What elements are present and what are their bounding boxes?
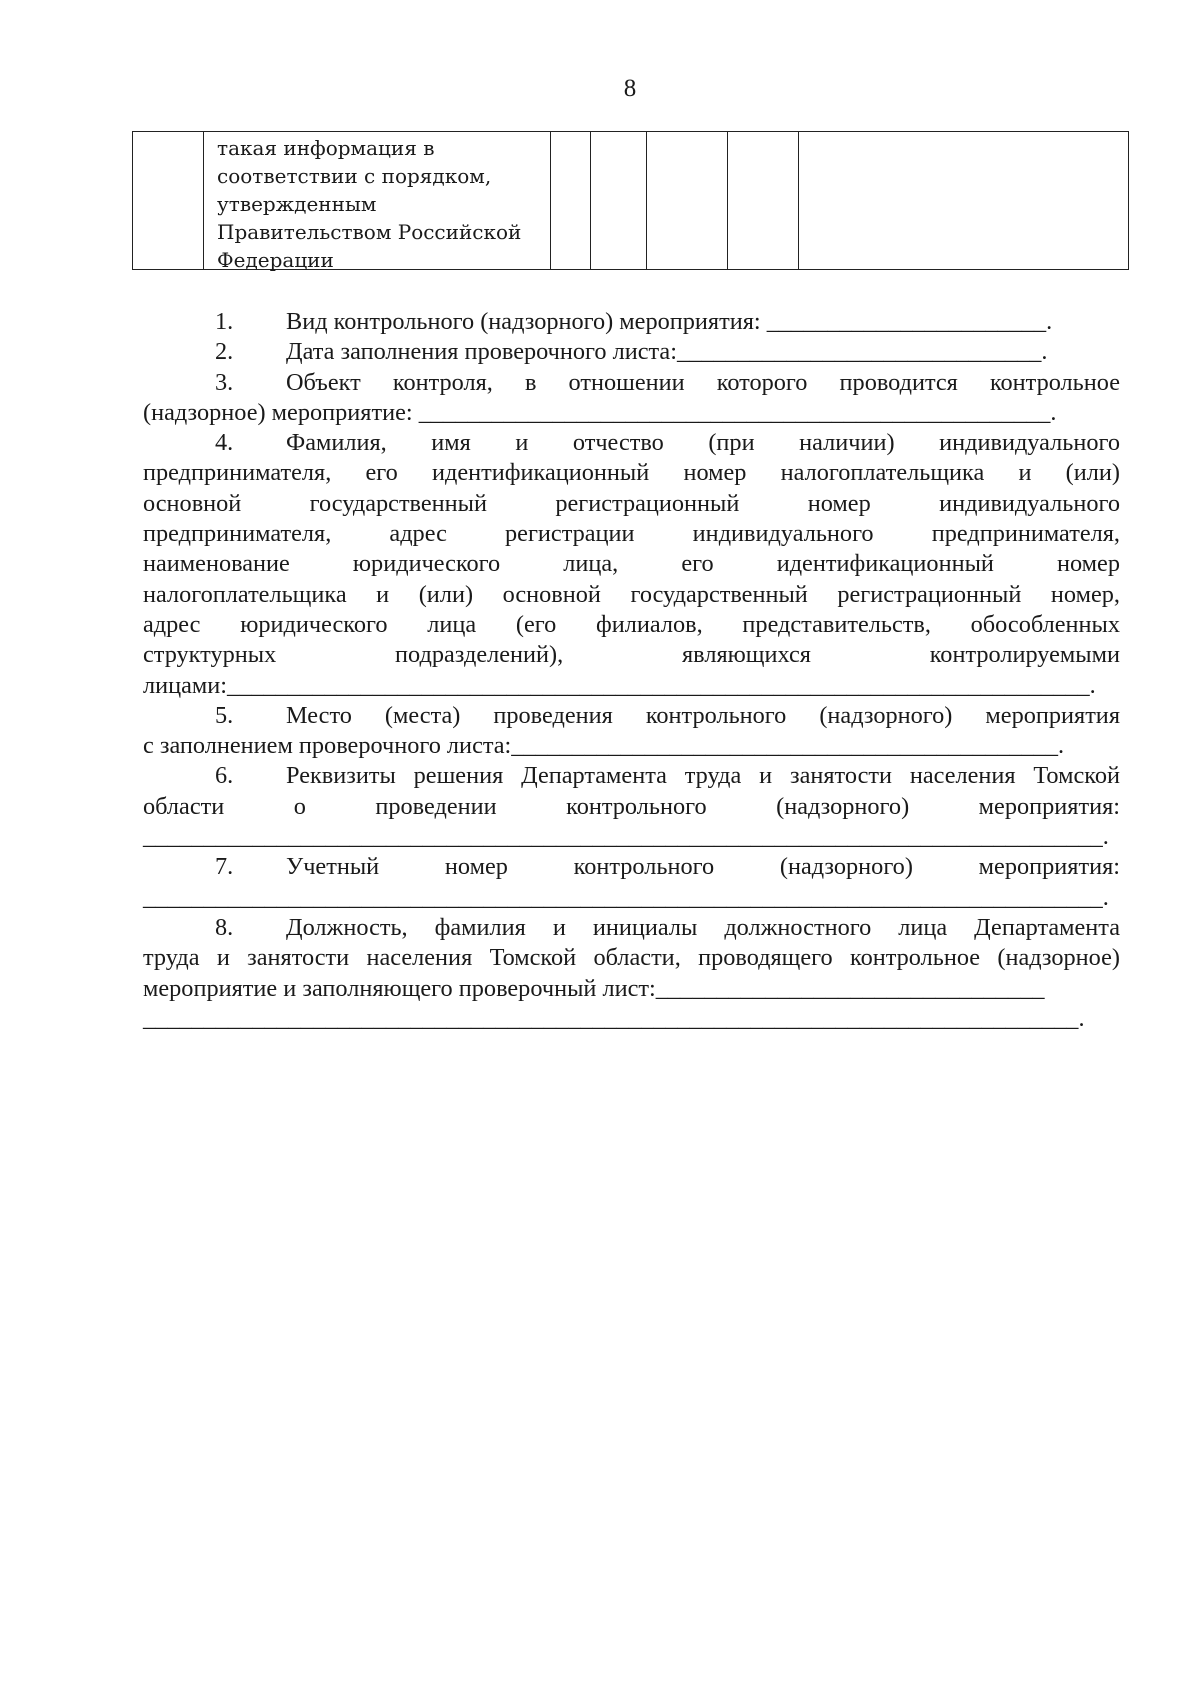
item-2 bbox=[143, 337, 1120, 367]
item-1 bbox=[143, 307, 1120, 337]
item-label: предпринимателя, его идентификационный номер налогоплательщика и (или) bbox=[143, 459, 1120, 487]
item-label: Вид контрольного (надзорного) мероприятия: bbox=[286, 308, 767, 335]
fill-in-blank[interactable]: _______________________________________________________________________________ bbox=[143, 823, 1103, 851]
item-label: налогоплательщика и (или) основной государственный регистрационный номер, bbox=[143, 580, 1120, 608]
cell-text-line: Федерации bbox=[217, 248, 334, 272]
cell-text-line: Правительством Российской bbox=[217, 220, 522, 244]
period: . bbox=[1041, 338, 1048, 366]
item-label: Должность, фамилия и инициалы должностного лица Департамента bbox=[286, 913, 1120, 941]
period: . bbox=[1102, 883, 1109, 911]
item-label: Место (места) проведения контрольного (надзорного) мероприятия bbox=[286, 701, 1120, 729]
fill-in-blank[interactable]: ______________________________ bbox=[676, 338, 1042, 366]
fill-in-blank[interactable]: _______________________ bbox=[766, 308, 1047, 335]
item-number: 3. bbox=[215, 368, 234, 396]
cell-text-line: утвержденным bbox=[217, 192, 377, 216]
item-number: 5. bbox=[215, 701, 234, 729]
table-cell-answer bbox=[591, 132, 647, 270]
form-fields bbox=[143, 307, 1120, 1034]
item-number: 7. bbox=[215, 853, 234, 881]
item-label: адрес юридического лица (его филиалов, представительств, обособленных bbox=[143, 610, 1120, 638]
item-number: 2. bbox=[215, 338, 234, 366]
period: . bbox=[1057, 732, 1065, 760]
period: . bbox=[1078, 1004, 1085, 1032]
checklist-table-continuation bbox=[132, 131, 1129, 270]
table-cell-answer bbox=[647, 132, 728, 270]
period: . bbox=[1102, 823, 1109, 851]
fill-in-blank[interactable]: _____________________________________________________________________________ bbox=[143, 1004, 1079, 1032]
item-label: труда и занятости населения Томской области, проводящего контрольное (надзорное) bbox=[143, 944, 1120, 972]
item-number: 8. bbox=[215, 913, 234, 941]
table-cell-requirement bbox=[204, 132, 551, 270]
fill-in-blank[interactable]: _____________________________________________ bbox=[511, 732, 1058, 760]
table-cell-number bbox=[133, 132, 204, 270]
item-number: 6. bbox=[215, 762, 234, 790]
fill-in-blank[interactable]: ____________________________________________________ bbox=[418, 398, 1051, 426]
item-4 bbox=[143, 428, 1120, 701]
item-label: Фамилия, имя и отчество (при наличии) индивидуального bbox=[286, 429, 1120, 457]
item-label: Дата заполнения проверочного листа: bbox=[286, 338, 677, 366]
fill-in-blank[interactable]: ________________________________ bbox=[655, 974, 1045, 1002]
table-cell-answer bbox=[551, 132, 591, 270]
item-7 bbox=[143, 852, 1120, 913]
item-label: области о проведении контрольного (надзорного) мероприятия: bbox=[143, 792, 1120, 820]
period: . bbox=[1050, 398, 1057, 426]
cell-text-line: соответствии с порядком, bbox=[217, 164, 492, 188]
item-label: основной государственный регистрационный номер индивидуального bbox=[143, 489, 1120, 517]
fill-in-blank[interactable]: _______________________________________________________________________ bbox=[227, 671, 1090, 699]
item-3 bbox=[143, 368, 1120, 429]
item-label: наименование юридического лица, его идентификационный номер bbox=[143, 550, 1120, 578]
item-label: лицами: bbox=[143, 671, 228, 699]
item-number: 1. bbox=[215, 308, 234, 335]
item-label: Объект контроля, в отношении которого проводится контрольное bbox=[286, 368, 1120, 396]
item-number: 4. bbox=[215, 429, 234, 457]
item-label: с заполнением проверочного листа: bbox=[143, 732, 512, 760]
item-label: Реквизиты решения Департамента труда и занятости населения Томской bbox=[286, 762, 1120, 790]
item-label: структурных подразделений), являющихся контролируемыми bbox=[143, 641, 1120, 669]
cell-text-line: такая информация в bbox=[217, 136, 435, 160]
period: . bbox=[1089, 671, 1096, 699]
table-row bbox=[133, 132, 1129, 270]
item-label: (надзорное) мероприятие: bbox=[143, 398, 419, 426]
item-label: мероприятие и заполняющего проверочный лист: bbox=[143, 974, 656, 1002]
table-cell-notes bbox=[799, 132, 1129, 270]
item-label: Учетный номер контрольного (надзорного) мероприятия: bbox=[286, 853, 1120, 881]
item-label: предпринимателя, адрес регистрации индивидуального предпринимателя, bbox=[143, 520, 1120, 548]
item-5 bbox=[143, 701, 1120, 762]
period: . bbox=[1046, 308, 1053, 335]
table-cell-answer bbox=[728, 132, 799, 270]
item-8 bbox=[143, 913, 1120, 1034]
item-6 bbox=[143, 761, 1120, 852]
fill-in-blank[interactable]: _______________________________________________________________________________ bbox=[143, 883, 1103, 911]
page-number: 8 bbox=[623, 75, 637, 102]
